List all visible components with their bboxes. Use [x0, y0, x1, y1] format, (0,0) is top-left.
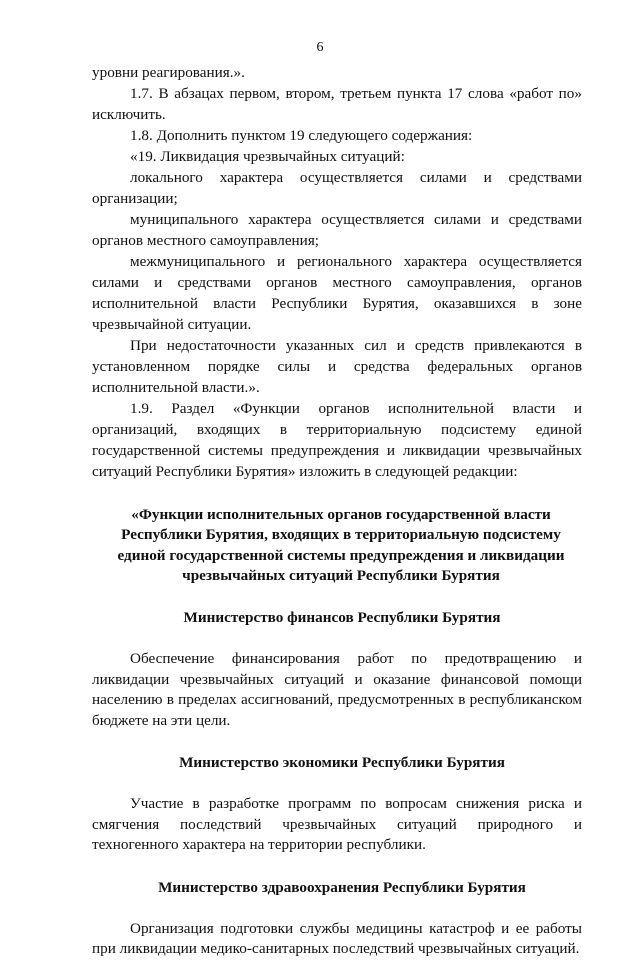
paragraph-continuation: уровни реагирования.».	[92, 64, 245, 81]
paragraph-insufficient-forces: При недостаточности указанных сил и средств привлекаются в установленном порядке силы и средства федеральных органов исполнительной власти.».	[92, 337, 582, 396]
paragraph-regional-level: межмуниципального и регионального характера осуществляется силами и средствами органов местного самоуправления, органов исполнительной власти Республики Бурятия, оказавшихся в зоне чрезвычайной ситуации.	[92, 253, 582, 333]
paragraph-point-19: «19. Ликвидация чрезвычайных ситуаций:	[130, 148, 405, 165]
functions-title: «Функции исполнительных органов государственной власти Республики Бурятия, входящих в территориальную подсистему единой государственной системы предупреждения и ликвидации чрезвычайных ситуаций Республики Бурятия	[117, 506, 565, 584]
page-number: 6	[316, 40, 324, 55]
paragraph-local-level: локального характера осуществляется силами и средствами организации;	[92, 169, 582, 207]
paragraph-item-1-7: 1.7. В абзацах первом, втором, третьем пункта 17 слова «работ по» исключить.	[92, 85, 582, 123]
section-heading-finance: Министерство финансов Республики Бурятия	[183, 609, 501, 627]
section-body-health: Организация подготовки службы медицины катастроф и ее работы при ликвидации медико-санитарных последствий чрезвычайных ситуаций.	[92, 919, 582, 958]
paragraph-municipal-level: муниципального характера осуществляется силами и средствами органов местного самоуправления;	[92, 211, 582, 249]
section-body-economy: Участие в разработке программ по вопросам снижения риска и смягчения последствий чрезвычайных ситуаций природного и техногенного характера на территории республики.	[92, 795, 582, 854]
paragraph-item-1-8: 1.8. Дополнить пунктом 19 следующего содержания:	[130, 127, 473, 144]
section-heading-health: Министерство здравоохранения Республики Бурятия	[158, 878, 526, 896]
paragraph-item-1-9: 1.9. Раздел «Функции органов исполнительной власти и организаций, входящих в территориальную подсистему единой государственной системы предупреждения и ликвидации чрезвычайных ситуаций Республики Бурятия» изложить в следующей редакции:	[92, 400, 582, 480]
section-heading-economy: Министерство экономики Республики Бурятия	[179, 754, 505, 772]
document-body	[92, 62, 582, 960]
section-body-finance: Обеспечение финансирования работ по предотвращению и ликвидации чрезвычайных ситуаций и оказание финансовой помощи населению в пределах ассигнований, предусмотренных в республиканском бюджете на эти цели.	[92, 650, 582, 729]
